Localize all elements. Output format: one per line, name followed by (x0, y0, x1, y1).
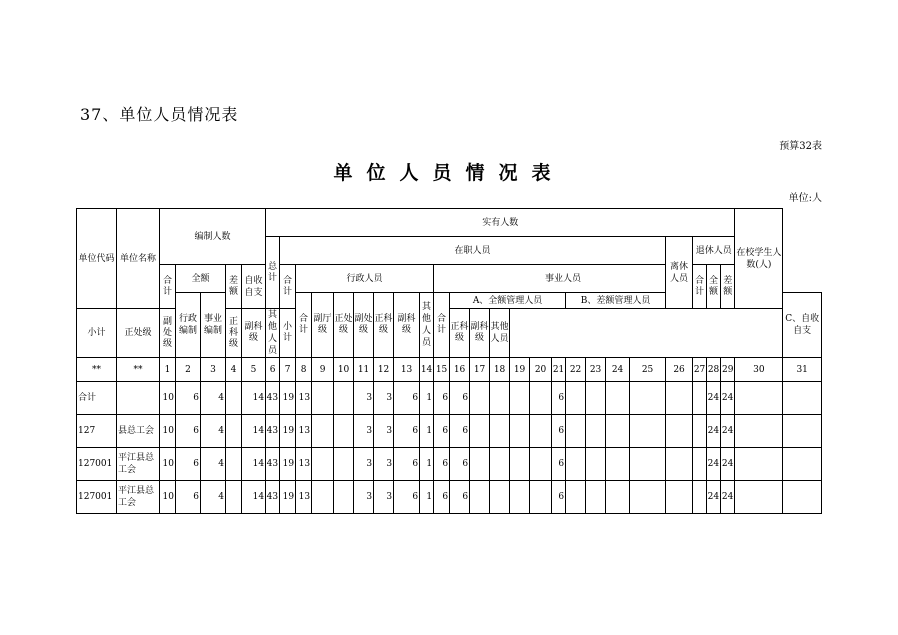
row-value: 43 (266, 415, 280, 448)
header-authorized-subtotal: 合计 (160, 265, 176, 309)
row-value (312, 382, 334, 415)
header-ret-total: 合计 (693, 265, 707, 309)
row-value: 3 (374, 382, 394, 415)
row-value: 6 (552, 448, 566, 481)
row-value (783, 448, 822, 481)
row-unit-code: 127001 (77, 481, 117, 514)
header-a-director-sec: 正科级 (226, 309, 242, 358)
row-value: 14 (242, 448, 266, 481)
header-b-deputy-sec: 副科级 (470, 309, 490, 358)
row-value: 14 (242, 481, 266, 514)
column-number: 15 (434, 358, 450, 382)
header-a-full-mgmt: A、全额管理人员 (450, 293, 566, 309)
header-inst-subtotal: 合计 (434, 293, 450, 358)
row-value (312, 415, 334, 448)
row-value (666, 382, 693, 415)
table-row (77, 382, 822, 415)
row-value (630, 415, 666, 448)
header-b-director-sec: 正科级 (450, 309, 470, 358)
row-value (606, 415, 630, 448)
row-value: 6 (434, 481, 450, 514)
row-value: 6 (552, 382, 566, 415)
row-value (666, 415, 693, 448)
row-value (312, 481, 334, 514)
row-value: 43 (266, 481, 280, 514)
row-value: 13 (296, 448, 312, 481)
header-b-subtotal: 小计 (280, 309, 296, 358)
row-value: 3 (354, 448, 374, 481)
row-value (226, 382, 242, 415)
column-number: 8 (296, 358, 312, 382)
row-unit-name: 平江县总工会 (117, 448, 160, 481)
row-value (783, 382, 822, 415)
table-title: 单位人员情况表 (333, 162, 565, 184)
personnel-table (76, 208, 822, 514)
header-students: 在校学生人数(人) (735, 209, 783, 309)
row-value (666, 481, 693, 514)
row-value: 6 (176, 382, 201, 415)
column-number: 10 (334, 358, 354, 382)
column-number: 14 (420, 358, 434, 382)
row-value: 1 (420, 481, 434, 514)
row-value: 6 (176, 448, 201, 481)
row-value (470, 415, 490, 448)
column-number: 9 (312, 358, 334, 382)
column-number: 7 (280, 358, 296, 382)
column-number: 30 (735, 358, 783, 382)
row-value: 14 (242, 415, 266, 448)
row-value (510, 481, 530, 514)
row-value: 3 (354, 481, 374, 514)
column-number: 16 (450, 358, 470, 382)
table-row (77, 448, 822, 481)
column-number: 28 (707, 358, 721, 382)
column-number: 20 (530, 358, 552, 382)
header-unit-code: 单位代码 (77, 209, 117, 309)
header-a-deputy-sec: 副科级 (242, 309, 266, 358)
column-number: 21 (552, 358, 566, 382)
table-row (77, 415, 822, 448)
row-value: 13 (296, 382, 312, 415)
row-value (226, 481, 242, 514)
row-value (530, 481, 552, 514)
header-in-service: 在职人员 (280, 237, 666, 265)
row-value (606, 448, 630, 481)
row-value: 1 (420, 448, 434, 481)
row-value: 10 (160, 481, 176, 514)
row-value (510, 415, 530, 448)
row-value: 24 (707, 448, 721, 481)
header-total-all: 总计 (266, 237, 280, 309)
row-value (490, 415, 510, 448)
row-value: 19 (280, 481, 296, 514)
row-unit-code: 127 (77, 415, 117, 448)
header-a-others: 其他人员 (266, 309, 280, 358)
row-value (566, 382, 586, 415)
row-value: 3 (354, 382, 374, 415)
row-value (490, 481, 510, 514)
row-value (630, 382, 666, 415)
row-value: 14 (242, 382, 266, 415)
column-number: 2 (176, 358, 201, 382)
header-ret-diff: 差额 (721, 265, 735, 309)
form-number: 预算32表 (779, 141, 822, 152)
row-value (530, 382, 552, 415)
row-value: 19 (280, 382, 296, 415)
row-value (693, 481, 707, 514)
row-value: 6 (450, 448, 470, 481)
header-ret-full: 全额 (707, 265, 721, 309)
column-number: 27 (693, 358, 707, 382)
row-value (334, 448, 354, 481)
row-value: 3 (354, 415, 374, 448)
row-value (586, 448, 606, 481)
row-value: 24 (721, 382, 735, 415)
column-number: ** (117, 358, 160, 382)
header-left-retired: 离休人员 (666, 237, 693, 309)
header-self-funded: 自收自支 (242, 265, 266, 309)
row-value: 4 (201, 415, 226, 448)
header-director-sec: 正科级 (374, 293, 394, 358)
row-value (783, 415, 822, 448)
header-inservice-subtotal: 合计 (280, 265, 296, 309)
row-value: 1 (420, 382, 434, 415)
row-value: 6 (394, 481, 420, 514)
row-value: 6 (434, 448, 450, 481)
column-number: 29 (721, 358, 735, 382)
column-number: 19 (510, 358, 530, 382)
row-value (735, 448, 783, 481)
column-number: 12 (374, 358, 394, 382)
row-value: 10 (160, 382, 176, 415)
row-value: 19 (280, 415, 296, 448)
section-heading: 37、单位人员情况表 (80, 105, 239, 124)
row-value (606, 481, 630, 514)
header-a-subtotal: 小计 (77, 309, 117, 358)
header-admin-personnel: 行政人员 (296, 265, 434, 293)
header-retired: 退休人员 (693, 237, 735, 265)
row-value: 6 (176, 481, 201, 514)
row-value (566, 481, 586, 514)
column-number: 18 (490, 358, 510, 382)
header-deputy-sec: 副科级 (394, 293, 420, 358)
header-full-funded: 全额 (176, 265, 226, 293)
row-value (735, 481, 783, 514)
row-value (312, 448, 334, 481)
row-value (693, 415, 707, 448)
row-value (586, 382, 606, 415)
row-value: 6 (552, 415, 566, 448)
row-value: 6 (434, 382, 450, 415)
column-number: 13 (394, 358, 420, 382)
row-unit-name: 平江县总工会 (117, 481, 160, 514)
row-value (586, 415, 606, 448)
column-number: 6 (266, 358, 280, 382)
row-value: 4 (201, 448, 226, 481)
row-value: 3 (374, 481, 394, 514)
row-value (630, 448, 666, 481)
column-number: 1 (160, 358, 176, 382)
row-value (510, 382, 530, 415)
column-number: 23 (586, 358, 606, 382)
row-value (530, 448, 552, 481)
column-number: 25 (630, 358, 666, 382)
header-a-deputy-div: 副处级 (160, 309, 176, 358)
row-value: 24 (721, 448, 735, 481)
row-value (586, 481, 606, 514)
column-number: 3 (201, 358, 226, 382)
header-admin-staff: 行政编制 (176, 293, 201, 358)
row-value: 43 (266, 382, 280, 415)
row-value: 13 (296, 415, 312, 448)
row-value (334, 382, 354, 415)
row-value (490, 382, 510, 415)
row-value: 6 (394, 382, 420, 415)
row-value (783, 481, 822, 514)
row-unit-code: 合计 (77, 382, 117, 415)
row-value: 6 (176, 415, 201, 448)
header-inst-personnel: 事业人员 (434, 265, 693, 293)
row-value (470, 481, 490, 514)
row-value: 6 (434, 415, 450, 448)
row-value (693, 382, 707, 415)
column-number: 31 (783, 358, 822, 382)
header-admin-subtotal: 合计 (296, 293, 312, 358)
row-value: 10 (160, 415, 176, 448)
row-value (693, 448, 707, 481)
header-c-self: C、自收自支 (783, 293, 822, 358)
table-row (77, 481, 822, 514)
row-value: 3 (374, 415, 394, 448)
header-actual: 实有人数 (266, 209, 735, 237)
header-a-director-div: 正处级 (117, 309, 160, 358)
unit-label: 单位:人 (788, 193, 822, 204)
row-value (226, 448, 242, 481)
header-deputy-bureau: 副厅级 (312, 293, 334, 358)
column-number: 26 (666, 358, 693, 382)
row-value (226, 415, 242, 448)
row-value (666, 448, 693, 481)
row-value: 4 (201, 382, 226, 415)
row-value: 19 (280, 448, 296, 481)
row-value: 1 (420, 415, 434, 448)
row-value (566, 448, 586, 481)
header-unit-name: 单位名称 (117, 209, 160, 309)
row-value: 3 (374, 448, 394, 481)
row-value: 6 (450, 382, 470, 415)
row-unit-name: 县总工会 (117, 415, 160, 448)
row-value: 6 (450, 481, 470, 514)
column-number: 22 (566, 358, 586, 382)
header-director-div: 正处级 (334, 293, 354, 358)
column-number: 4 (226, 358, 242, 382)
row-value (470, 448, 490, 481)
row-value (606, 382, 630, 415)
row-value (510, 448, 530, 481)
row-unit-name (117, 382, 160, 415)
row-value (566, 415, 586, 448)
row-value (530, 415, 552, 448)
header-b-diff-mgmt: B、差额管理人员 (566, 293, 666, 309)
header-admin-others: 其他人员 (420, 293, 434, 358)
row-value (630, 481, 666, 514)
row-value: 13 (296, 481, 312, 514)
row-value: 43 (266, 448, 280, 481)
header-authorized: 编制人数 (160, 209, 266, 265)
row-value (490, 448, 510, 481)
row-value: 10 (160, 448, 176, 481)
row-value (334, 481, 354, 514)
column-number: 5 (242, 358, 266, 382)
column-number: 24 (606, 358, 630, 382)
row-value: 6 (552, 481, 566, 514)
row-value (735, 415, 783, 448)
row-value: 24 (707, 481, 721, 514)
row-unit-code: 127001 (77, 448, 117, 481)
row-value: 6 (450, 415, 470, 448)
row-value (470, 382, 490, 415)
row-value: 6 (394, 448, 420, 481)
column-number: 17 (470, 358, 490, 382)
column-number: ** (77, 358, 117, 382)
header-deputy-div: 副处级 (354, 293, 374, 358)
row-value: 24 (707, 382, 721, 415)
row-value: 6 (394, 415, 420, 448)
header-difference: 差额 (226, 265, 242, 309)
column-number: 11 (354, 358, 374, 382)
row-value (735, 382, 783, 415)
row-value: 24 (721, 415, 735, 448)
row-value: 24 (721, 481, 735, 514)
header-inst-staff: 事业编制 (201, 293, 226, 358)
row-value: 24 (707, 415, 721, 448)
header-b-others: 其他人员 (490, 309, 510, 358)
row-value: 4 (201, 481, 226, 514)
row-value (334, 415, 354, 448)
